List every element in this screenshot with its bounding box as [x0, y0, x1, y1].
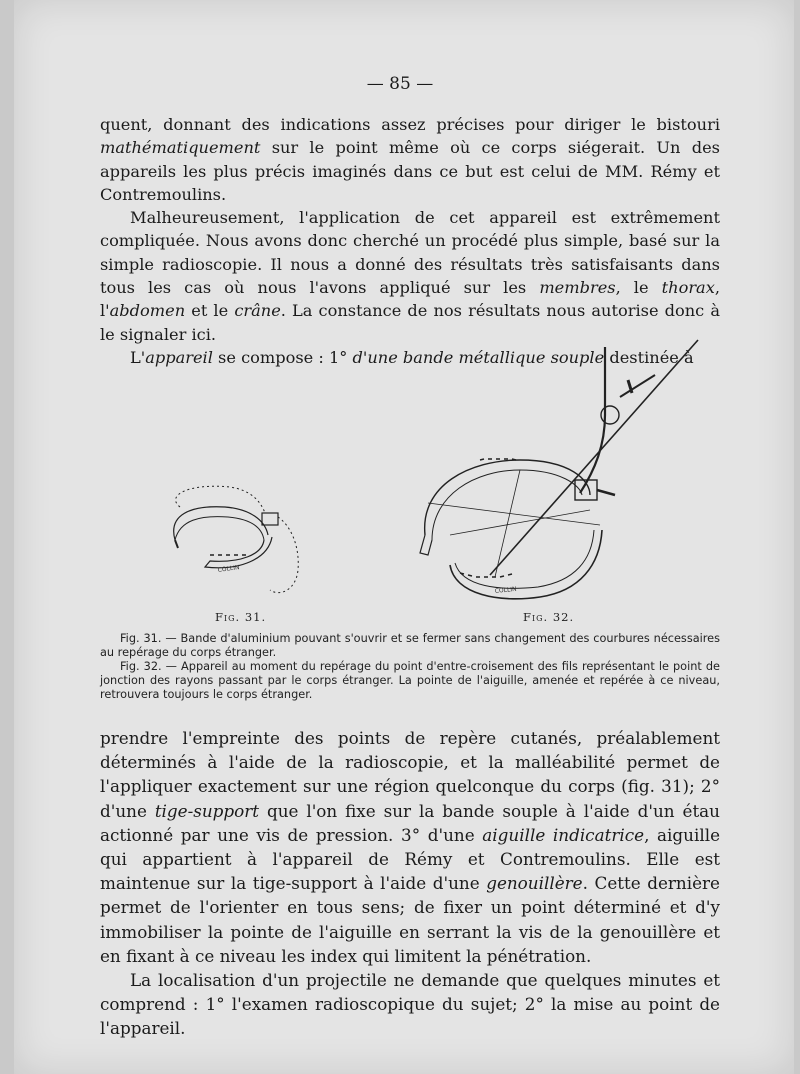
italic-run: tige-support — [154, 800, 260, 821]
text-run: se compose : 1° — [212, 347, 353, 367]
paragraph — [100, 206, 720, 346]
text-run: . La constance de nos résultats nous autorise donc à le signaler ici. — [100, 301, 721, 344]
fig31-caption: Fig. 31. — Bande d'aluminium pouvant s'ouvrir et se fermer sans changement des courbures nécessaires au repérage du corps étranger. — [100, 632, 720, 659]
page-number: — 85 — — [366, 74, 434, 94]
fig32-apparatus-illustration — [420, 340, 698, 599]
italic-run: genouillère — [486, 873, 583, 894]
text-run: quent, donnant des indications assez précises pour diriger le bistouri — [100, 115, 720, 134]
text-run: , aiguille qui appartient à l'appareil de Rémy et Contremoulins. Elle est maintenue sur la tige-support à l'aide d'une — [100, 824, 720, 894]
italic-run: aiguille indicatrice — [482, 824, 645, 845]
italic-run: mathématiquement — [100, 138, 261, 158]
text-run: sur le point même où ce corps siégerait. Un des appareils les plus précis imaginés dans ce but est celui de MM. Rémy et Contremoulins. — [100, 138, 720, 204]
paragraph — [100, 968, 720, 1041]
text-run: prendre l'empreinte des points de repère cutanés, préalablement déterminés à l'aide de la radioscopie, et la malléabilité permet de l'appliquer exactement sur une région quelconque du corps (fig. 31); 2° d'une — [100, 728, 720, 821]
fig31-band-illustration — [174, 486, 299, 592]
figure-captions — [100, 632, 720, 702]
italic-run: crâne — [234, 301, 281, 321]
text-run: La localisation d'un projectile ne demande que quelques minutes et comprend : 1° l'examen radioscopique du sujet; 2° la mise au point de l'appareil. — [100, 970, 720, 1039]
fig31-label: Fig. 31. — [215, 610, 267, 624]
text-run: Malheureusement, l'application de cet appareil est extrêmement compliquée. Nous avons donc cherché un procédé plus simple, basé sur la simple radioscopie. Il nous a donné des résultats très satisfaisants dans tous les cas où nous l'avons appliqué sur les — [100, 208, 720, 298]
text-run: , le — [615, 278, 662, 298]
fig32-label: Fig. 32. — [523, 610, 575, 624]
text-run: que l'on fixe sur la bande souple à l'aide d'un étau actionné par une vis de pression. 3° d'une — [100, 800, 720, 845]
bottom-text-block — [100, 726, 720, 1041]
text-run: et le — [185, 301, 235, 321]
italic-run: thorax — [661, 278, 715, 298]
top-text-block — [100, 113, 720, 369]
italic-run: d'une bande métallique souple — [352, 347, 605, 367]
text-run: destinée à — [604, 347, 694, 367]
text-run: . Cette dernière permet de l'orienter en tous sens; de fixer un point déterminé et d'y immobiliser la pointe de l'aiguille en serrant la vis de la genouillère et en fixant à ce niveau les index qui limitent la pénétration. — [100, 873, 720, 966]
italic-run: membres — [539, 278, 616, 298]
text-run: , l' — [100, 278, 720, 321]
figure-illustration — [150, 335, 730, 630]
fig32-caption: Fig. 32. — Appareil au moment du repérage du point d'entre-croisement des fils représentant le point de jonction des rayons passant par le corps étranger. La pointe de l'aiguille, amenée et repérée à ce niveau, retrouvera toujours le corps étranger. — [100, 660, 720, 701]
italic-run: abdomen — [109, 301, 186, 321]
fig32-band-engraving: COLLIN — [494, 585, 517, 595]
paragraph — [100, 726, 720, 968]
text-run: L' — [130, 347, 146, 367]
italic-run: appareil — [145, 347, 213, 367]
fig31-band-engraving: COLLIN — [217, 564, 240, 574]
paragraph — [100, 113, 720, 206]
